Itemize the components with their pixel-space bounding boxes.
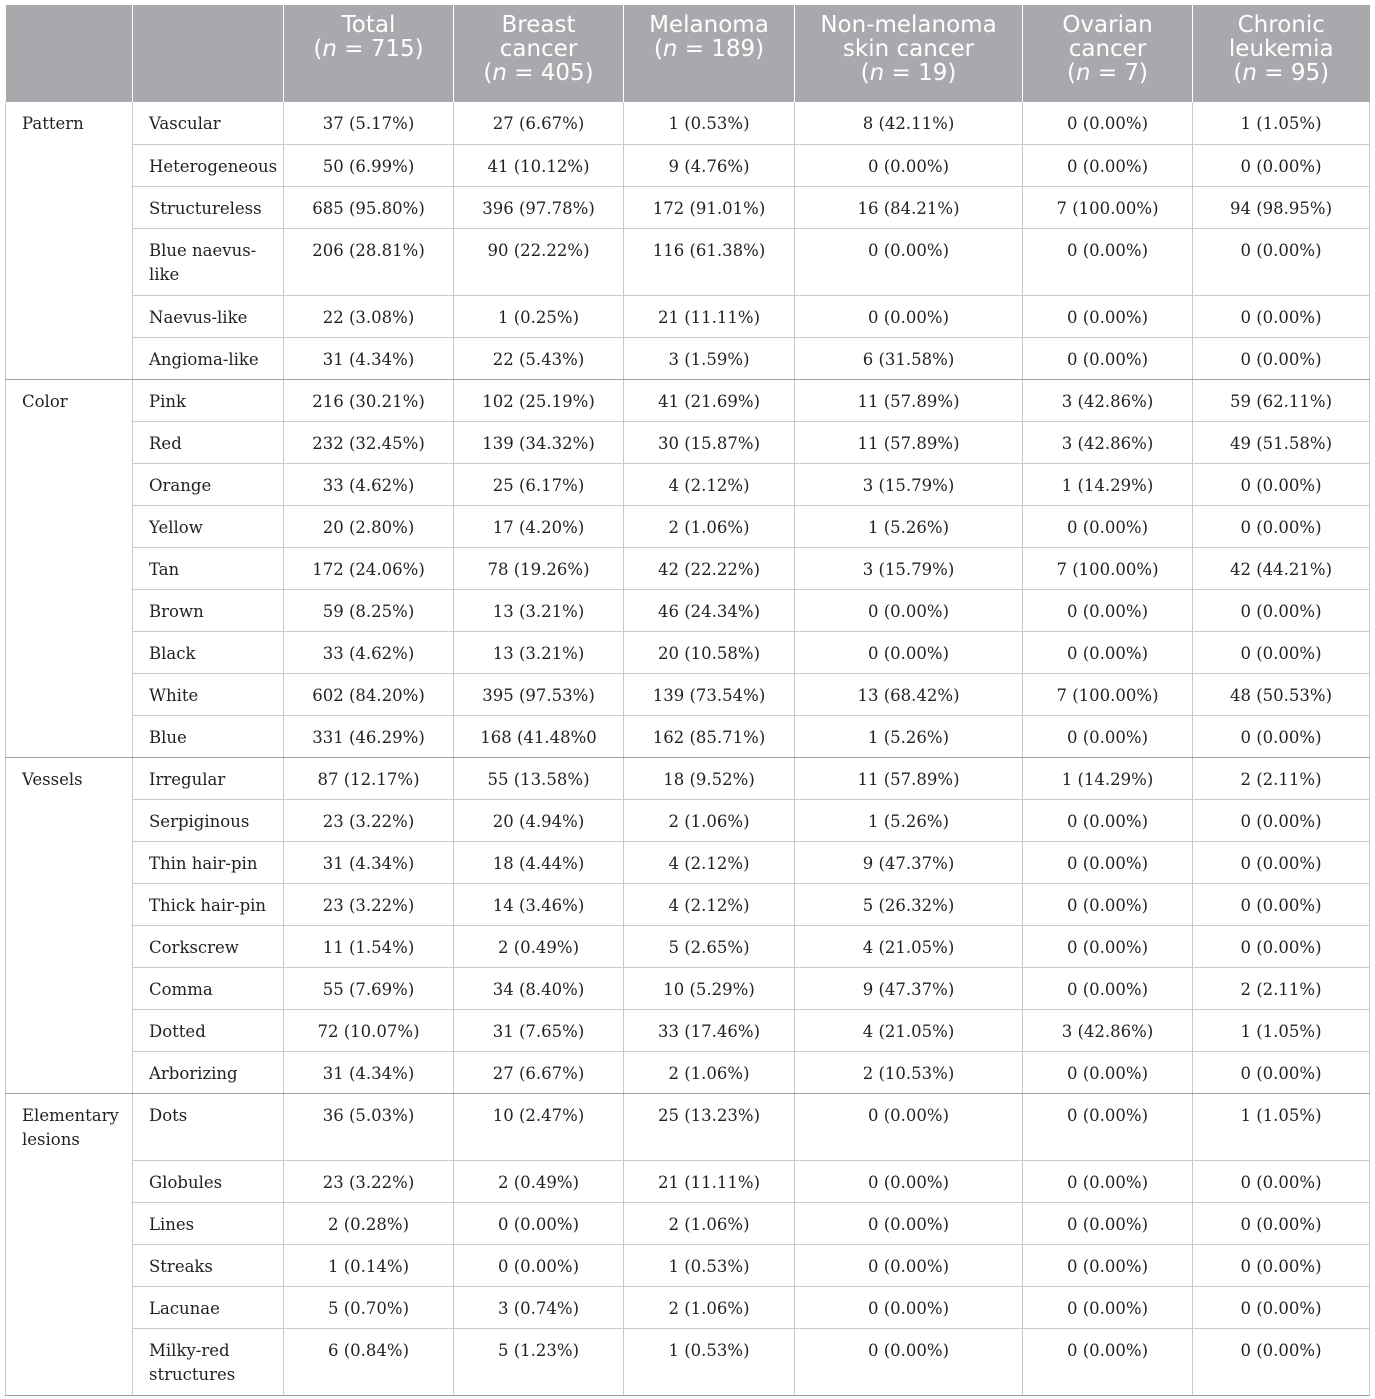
- value-cell: 33 (4.62%): [284, 463, 454, 505]
- value-cell: 72 (10.07%): [284, 1009, 454, 1051]
- feature-label: Vascular: [133, 102, 284, 144]
- header-ovarian-cancer-n: (n = 7): [1066, 60, 1149, 86]
- value-cell: 0 (0.00%): [1023, 925, 1193, 967]
- value-cell: 11 (57.89%): [795, 421, 1023, 463]
- table-row: [6, 757, 1370, 799]
- value-cell: 7 (100.00%): [1023, 547, 1193, 589]
- value-cell: 2 (1.06%): [624, 1202, 795, 1244]
- value-cell: 2 (1.06%): [624, 1286, 795, 1328]
- value-cell: 4 (21.05%): [795, 925, 1023, 967]
- feature-label: White: [133, 673, 284, 715]
- value-cell: 31 (4.34%): [284, 337, 454, 379]
- value-cell: 0 (0.00%): [795, 1286, 1023, 1328]
- value-cell: 87 (12.17%): [284, 757, 454, 799]
- value-cell: 0 (0.00%): [1023, 715, 1193, 757]
- value-cell: 0 (0.00%): [1023, 841, 1193, 883]
- value-cell: 0 (0.00%): [795, 1328, 1023, 1395]
- value-cell: 25 (13.23%): [624, 1093, 795, 1160]
- value-cell: 59 (62.11%): [1193, 379, 1370, 421]
- feature-label: Structureless: [133, 186, 284, 228]
- feature-label: Corkscrew: [133, 925, 284, 967]
- value-cell: 18 (9.52%): [624, 757, 795, 799]
- value-cell: 33 (17.46%): [624, 1009, 795, 1051]
- feature-label: Pink: [133, 379, 284, 421]
- value-cell: 0 (0.00%): [1023, 1051, 1193, 1093]
- table-row: [6, 1244, 1370, 1286]
- value-cell: 2 (2.11%): [1193, 757, 1370, 799]
- value-cell: 0 (0.00%): [1193, 1160, 1370, 1202]
- value-cell: 1 (5.26%): [795, 505, 1023, 547]
- header-row: [6, 5, 1370, 102]
- value-cell: 0 (0.00%): [795, 295, 1023, 337]
- table-row: [6, 337, 1370, 379]
- value-cell: 2 (10.53%): [795, 1051, 1023, 1093]
- table-row: [6, 1202, 1370, 1244]
- table-row: [6, 715, 1370, 757]
- table-row: [6, 799, 1370, 841]
- value-cell: 4 (21.05%): [795, 1009, 1023, 1051]
- value-cell: 7 (100.00%): [1023, 186, 1193, 228]
- value-cell: 4 (2.12%): [624, 841, 795, 883]
- table-row: [6, 295, 1370, 337]
- feature-label: Dotted: [133, 1009, 284, 1051]
- value-cell: 23 (3.22%): [284, 1160, 454, 1202]
- value-cell: 27 (6.67%): [454, 102, 624, 144]
- value-cell: 4 (2.12%): [624, 463, 795, 505]
- value-cell: 6 (0.84%): [284, 1328, 454, 1395]
- value-cell: 2 (0.28%): [284, 1202, 454, 1244]
- feature-label: Orange: [133, 463, 284, 505]
- value-cell: 48 (50.53%): [1193, 673, 1370, 715]
- value-cell: 42 (22.22%): [624, 547, 795, 589]
- value-cell: 331 (46.29%): [284, 715, 454, 757]
- value-cell: 23 (3.22%): [284, 799, 454, 841]
- table-row: [6, 673, 1370, 715]
- table-row: [6, 144, 1370, 186]
- value-cell: 25 (6.17%): [454, 463, 624, 505]
- feature-label: Blue: [133, 715, 284, 757]
- table-row: [6, 1160, 1370, 1202]
- feature-label: Dots: [133, 1093, 284, 1160]
- header-non-melanoma: Non-melanoma skin cancer (n = 19): [795, 5, 1023, 102]
- value-cell: 1 (0.53%): [624, 102, 795, 144]
- table-row: [6, 463, 1370, 505]
- group-label: Pattern: [6, 102, 133, 379]
- value-cell: 46 (24.34%): [624, 589, 795, 631]
- value-cell: 116 (61.38%): [624, 228, 795, 295]
- value-cell: 162 (85.71%): [624, 715, 795, 757]
- header-empty-group: [6, 5, 133, 102]
- value-cell: 0 (0.00%): [1193, 631, 1370, 673]
- feature-label: Milky-red structures: [133, 1328, 284, 1395]
- table-row: [6, 102, 1370, 144]
- value-cell: 5 (2.65%): [624, 925, 795, 967]
- table-row: [6, 186, 1370, 228]
- table-row: [6, 841, 1370, 883]
- table-row: [6, 547, 1370, 589]
- value-cell: 2 (1.06%): [624, 1051, 795, 1093]
- value-cell: 10 (2.47%): [454, 1093, 624, 1160]
- header-ovarian-cancer: Ovarian cancer (n = 7): [1023, 5, 1193, 102]
- value-cell: 0 (0.00%): [1193, 1286, 1370, 1328]
- value-cell: 59 (8.25%): [284, 589, 454, 631]
- table-row: [6, 1328, 1370, 1395]
- value-cell: 3 (15.79%): [795, 547, 1023, 589]
- feature-label: Angioma-like: [133, 337, 284, 379]
- feature-label: Red: [133, 421, 284, 463]
- group-label: Elementary lesions: [6, 1093, 133, 1395]
- value-cell: 2 (1.06%): [624, 505, 795, 547]
- value-cell: 0 (0.00%): [1023, 144, 1193, 186]
- value-cell: 0 (0.00%): [1193, 228, 1370, 295]
- header-melanoma-n: (n = 189): [653, 36, 765, 62]
- table-row: [6, 379, 1370, 421]
- value-cell: 37 (5.17%): [284, 102, 454, 144]
- value-cell: 5 (1.23%): [454, 1328, 624, 1395]
- value-cell: 13 (68.42%): [795, 673, 1023, 715]
- feature-label: Globules: [133, 1160, 284, 1202]
- value-cell: 1 (1.05%): [1193, 1009, 1370, 1051]
- table-row: [6, 1286, 1370, 1328]
- feature-label: Naevus-like: [133, 295, 284, 337]
- value-cell: 1 (1.05%): [1193, 1093, 1370, 1160]
- value-cell: 0 (0.00%): [1193, 883, 1370, 925]
- value-cell: 0 (0.00%): [1193, 463, 1370, 505]
- value-cell: 0 (0.00%): [795, 144, 1023, 186]
- value-cell: 41 (10.12%): [454, 144, 624, 186]
- header-melanoma: Melanoma (n = 189): [624, 5, 795, 102]
- table-row: [6, 631, 1370, 673]
- value-cell: 139 (34.32%): [454, 421, 624, 463]
- value-cell: 2 (0.49%): [454, 1160, 624, 1202]
- value-cell: 0 (0.00%): [1193, 1328, 1370, 1395]
- table-row: [6, 228, 1370, 295]
- feature-label: Tan: [133, 547, 284, 589]
- value-cell: 20 (10.58%): [624, 631, 795, 673]
- value-cell: 23 (3.22%): [284, 883, 454, 925]
- value-cell: 396 (97.78%): [454, 186, 624, 228]
- table-row: [6, 421, 1370, 463]
- value-cell: 0 (0.00%): [795, 631, 1023, 673]
- value-cell: 0 (0.00%): [1193, 589, 1370, 631]
- value-cell: 8 (42.11%): [795, 102, 1023, 144]
- header-chronic-leukemia: Chronic leukemia (n = 95): [1193, 5, 1370, 102]
- value-cell: 16 (84.21%): [795, 186, 1023, 228]
- table-row: [6, 925, 1370, 967]
- value-cell: 1 (14.29%): [1023, 463, 1193, 505]
- group-label: Color: [6, 379, 133, 757]
- value-cell: 41 (21.69%): [624, 379, 795, 421]
- results-table: [5, 5, 1370, 1396]
- value-cell: 0 (0.00%): [1193, 295, 1370, 337]
- header-chronic-leukemia-n: (n = 95): [1233, 60, 1330, 86]
- value-cell: 0 (0.00%): [1023, 589, 1193, 631]
- value-cell: 4 (2.12%): [624, 883, 795, 925]
- value-cell: 172 (91.01%): [624, 186, 795, 228]
- value-cell: 0 (0.00%): [1193, 715, 1370, 757]
- value-cell: 31 (7.65%): [454, 1009, 624, 1051]
- value-cell: 0 (0.00%): [1193, 841, 1370, 883]
- value-cell: 0 (0.00%): [1193, 1202, 1370, 1244]
- value-cell: 31 (4.34%): [284, 841, 454, 883]
- value-cell: 90 (22.22%): [454, 228, 624, 295]
- value-cell: 0 (0.00%): [1023, 1244, 1193, 1286]
- value-cell: 0 (0.00%): [795, 589, 1023, 631]
- feature-label: Heterogeneous: [133, 144, 284, 186]
- table-row: [6, 1093, 1370, 1160]
- value-cell: 10 (5.29%): [624, 967, 795, 1009]
- value-cell: 13 (3.21%): [454, 589, 624, 631]
- value-cell: 1 (5.26%): [795, 799, 1023, 841]
- value-cell: 3 (1.59%): [624, 337, 795, 379]
- value-cell: 2 (1.06%): [624, 799, 795, 841]
- feature-label: Arborizing: [133, 1051, 284, 1093]
- table-row: [6, 505, 1370, 547]
- feature-label: Serpiginous: [133, 799, 284, 841]
- value-cell: 31 (4.34%): [284, 1051, 454, 1093]
- value-cell: 0 (0.00%): [1023, 1093, 1193, 1160]
- value-cell: 3 (42.86%): [1023, 421, 1193, 463]
- value-cell: 1 (0.25%): [454, 295, 624, 337]
- value-cell: 9 (47.37%): [795, 841, 1023, 883]
- value-cell: 7 (100.00%): [1023, 673, 1193, 715]
- value-cell: 2 (0.49%): [454, 925, 624, 967]
- value-cell: 0 (0.00%): [1023, 1202, 1193, 1244]
- value-cell: 94 (98.95%): [1193, 186, 1370, 228]
- value-cell: 0 (0.00%): [1023, 799, 1193, 841]
- table-row: [6, 589, 1370, 631]
- table-row: [6, 967, 1370, 1009]
- value-cell: 27 (6.67%): [454, 1051, 624, 1093]
- value-cell: 139 (73.54%): [624, 673, 795, 715]
- value-cell: 6 (31.58%): [795, 337, 1023, 379]
- value-cell: 1 (0.53%): [624, 1328, 795, 1395]
- value-cell: 9 (47.37%): [795, 967, 1023, 1009]
- value-cell: 2 (2.11%): [1193, 967, 1370, 1009]
- table-body: [6, 102, 1370, 1395]
- header-breast-cancer: Breast cancer (n = 405): [454, 5, 624, 102]
- value-cell: 0 (0.00%): [1193, 1244, 1370, 1286]
- value-cell: 42 (44.21%): [1193, 547, 1370, 589]
- value-cell: 55 (13.58%): [454, 757, 624, 799]
- header-empty-feature: [133, 5, 284, 102]
- value-cell: 232 (32.45%): [284, 421, 454, 463]
- value-cell: 602 (84.20%): [284, 673, 454, 715]
- value-cell: 13 (3.21%): [454, 631, 624, 673]
- feature-label: Black: [133, 631, 284, 673]
- value-cell: 3 (15.79%): [795, 463, 1023, 505]
- feature-label: Brown: [133, 589, 284, 631]
- value-cell: 33 (4.62%): [284, 631, 454, 673]
- value-cell: 0 (0.00%): [1193, 925, 1370, 967]
- data-table-container: [5, 5, 1369, 1396]
- value-cell: 685 (95.80%): [284, 186, 454, 228]
- value-cell: 1 (0.14%): [284, 1244, 454, 1286]
- header-total-title: Total: [341, 12, 396, 38]
- value-cell: 18 (4.44%): [454, 841, 624, 883]
- value-cell: 17 (4.20%): [454, 505, 624, 547]
- feature-label: Blue naevus-like: [133, 228, 284, 295]
- value-cell: 0 (0.00%): [1023, 102, 1193, 144]
- value-cell: 168 (41.48%0: [454, 715, 624, 757]
- value-cell: 0 (0.00%): [1023, 337, 1193, 379]
- value-cell: 0 (0.00%): [1193, 1051, 1370, 1093]
- table-row: [6, 883, 1370, 925]
- feature-label: Irregular: [133, 757, 284, 799]
- feature-label: Yellow: [133, 505, 284, 547]
- value-cell: 78 (19.26%): [454, 547, 624, 589]
- value-cell: 0 (0.00%): [454, 1202, 624, 1244]
- value-cell: 0 (0.00%): [1193, 505, 1370, 547]
- value-cell: 0 (0.00%): [795, 228, 1023, 295]
- header-total: [284, 5, 454, 102]
- value-cell: 216 (30.21%): [284, 379, 454, 421]
- value-cell: 172 (24.06%): [284, 547, 454, 589]
- value-cell: 14 (3.46%): [454, 883, 624, 925]
- value-cell: 206 (28.81%): [284, 228, 454, 295]
- value-cell: 5 (0.70%): [284, 1286, 454, 1328]
- value-cell: 0 (0.00%): [795, 1160, 1023, 1202]
- value-cell: 3 (42.86%): [1023, 1009, 1193, 1051]
- value-cell: 0 (0.00%): [1023, 228, 1193, 295]
- value-cell: 1 (1.05%): [1193, 102, 1370, 144]
- value-cell: 0 (0.00%): [1023, 295, 1193, 337]
- table-row: [6, 1051, 1370, 1093]
- value-cell: 395 (97.53%): [454, 673, 624, 715]
- group-label: Vessels: [6, 757, 133, 1093]
- value-cell: 0 (0.00%): [1193, 799, 1370, 841]
- feature-label: Streaks: [133, 1244, 284, 1286]
- value-cell: 0 (0.00%): [1193, 144, 1370, 186]
- value-cell: 0 (0.00%): [795, 1244, 1023, 1286]
- value-cell: 0 (0.00%): [795, 1202, 1023, 1244]
- value-cell: 11 (57.89%): [795, 757, 1023, 799]
- value-cell: 1 (14.29%): [1023, 757, 1193, 799]
- feature-label: Comma: [133, 967, 284, 1009]
- table-row: [6, 1009, 1370, 1051]
- value-cell: 11 (1.54%): [284, 925, 454, 967]
- value-cell: 0 (0.00%): [1193, 337, 1370, 379]
- value-cell: 3 (42.86%): [1023, 379, 1193, 421]
- value-cell: 22 (5.43%): [454, 337, 624, 379]
- value-cell: 102 (25.19%): [454, 379, 624, 421]
- value-cell: 0 (0.00%): [1023, 1286, 1193, 1328]
- value-cell: 36 (5.03%): [284, 1093, 454, 1160]
- value-cell: 30 (15.87%): [624, 421, 795, 463]
- header-total-n: (n = 715): [313, 36, 424, 62]
- value-cell: 0 (0.00%): [1023, 883, 1193, 925]
- value-cell: 0 (0.00%): [1023, 967, 1193, 1009]
- value-cell: 21 (11.11%): [624, 1160, 795, 1202]
- header-breast-cancer-n: (n = 405): [483, 60, 594, 86]
- value-cell: 20 (2.80%): [284, 505, 454, 547]
- value-cell: 22 (3.08%): [284, 295, 454, 337]
- value-cell: 50 (6.99%): [284, 144, 454, 186]
- value-cell: 55 (7.69%): [284, 967, 454, 1009]
- value-cell: 34 (8.40%): [454, 967, 624, 1009]
- value-cell: 0 (0.00%): [1023, 505, 1193, 547]
- value-cell: 11 (57.89%): [795, 379, 1023, 421]
- value-cell: 1 (5.26%): [795, 715, 1023, 757]
- value-cell: 3 (0.74%): [454, 1286, 624, 1328]
- value-cell: 0 (0.00%): [1023, 1328, 1193, 1395]
- feature-label: Lines: [133, 1202, 284, 1244]
- feature-label: Thin hair-pin: [133, 841, 284, 883]
- value-cell: 49 (51.58%): [1193, 421, 1370, 463]
- header-non-melanoma-n: (n = 19): [860, 60, 957, 86]
- value-cell: 0 (0.00%): [454, 1244, 624, 1286]
- feature-label: Thick hair-pin: [133, 883, 284, 925]
- value-cell: 5 (26.32%): [795, 883, 1023, 925]
- value-cell: 21 (11.11%): [624, 295, 795, 337]
- value-cell: 0 (0.00%): [795, 1093, 1023, 1160]
- value-cell: 0 (0.00%): [1023, 1160, 1193, 1202]
- feature-label: Lacunae: [133, 1286, 284, 1328]
- value-cell: 20 (4.94%): [454, 799, 624, 841]
- value-cell: 9 (4.76%): [624, 144, 795, 186]
- value-cell: 0 (0.00%): [1023, 631, 1193, 673]
- value-cell: 1 (0.53%): [624, 1244, 795, 1286]
